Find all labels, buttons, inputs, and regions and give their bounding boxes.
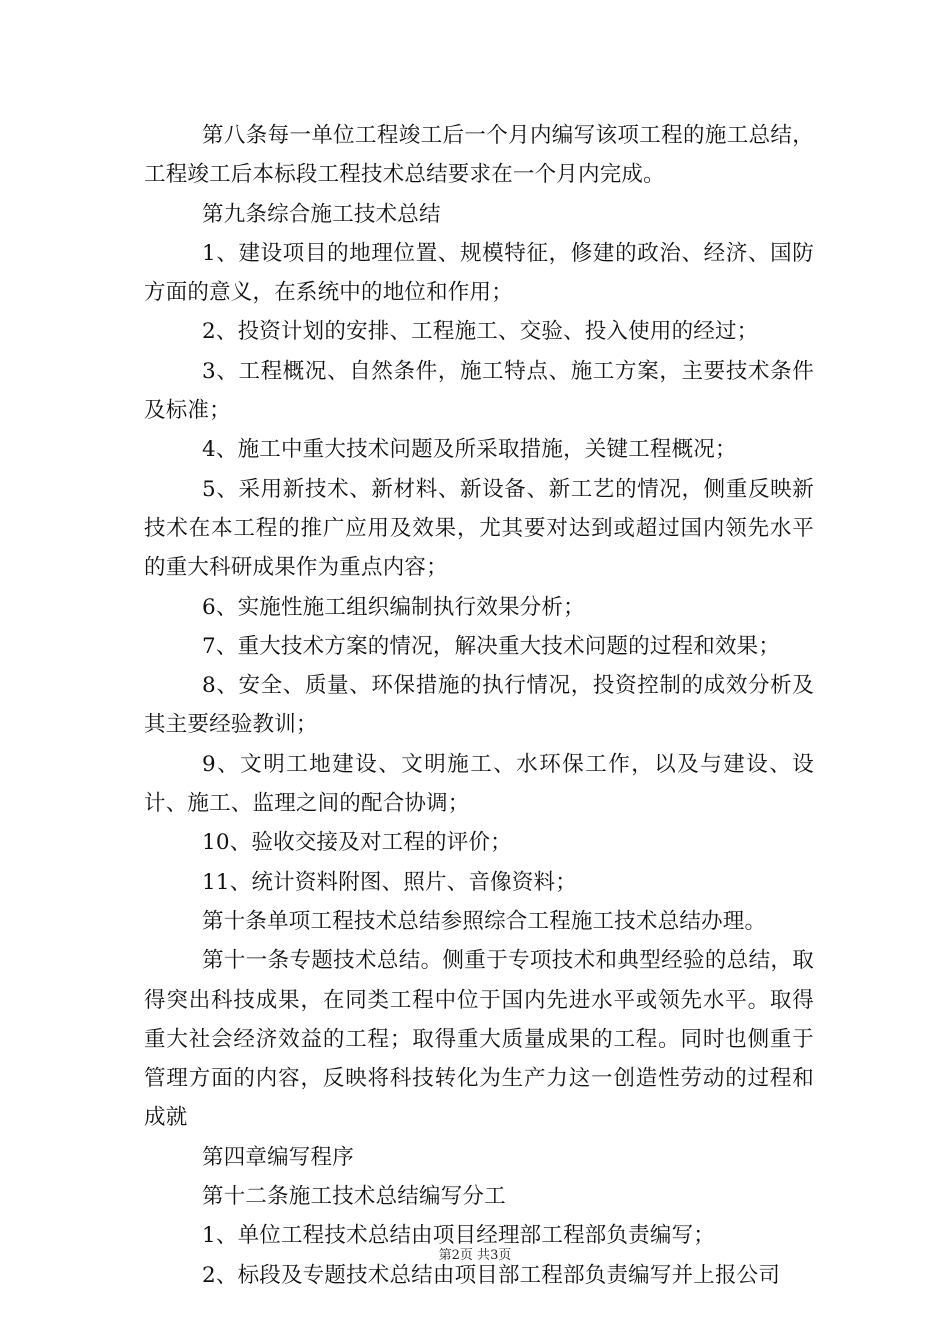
division-item-1: 1、单位工程技术总结由项目经理部工程部负责编写；	[202, 1223, 715, 1249]
list-item-3: 3、工程概况、自然条件，施工特点、施工方案，主要技术条件及标准；	[144, 358, 814, 424]
page-number-footer	[0, 1248, 950, 1264]
list-item-8: 8、安全、质量、环保措施的执行情况，投资控制的成效分析及其主要经验教训；	[144, 673, 814, 738]
list-item-6: 6、实施性施工组织编制执行效果分析；	[202, 594, 585, 620]
footer-suffix: 页	[498, 1248, 512, 1263]
list-item-5: 5、采用新技术、新材料、新设备、新工艺的情况，侧重反映新技术在本工程的推广应用及效果，尤其要对达到或超过国内领先水平的重大科研成果作为重点内容；	[144, 476, 814, 581]
paragraph-article-8: 第八条每一单位工程竣工后一个月内编写该项工程的施工总结，工程竣工后本标段工程技术总结要求在一个月内完成。	[144, 123, 814, 188]
paragraph-article-9-heading: 第九条综合施工技术总结	[202, 201, 441, 227]
division-item-2: 2、标段及专题技术总结由项目部工程部负责编写并上报公司	[202, 1262, 781, 1288]
list-item-11: 11、统计资料附图、照片、音像资料；	[202, 869, 577, 895]
footer-prefix: 第	[438, 1248, 452, 1263]
footer-current-page: 2	[451, 1248, 460, 1263]
list-item-9: 9、文明工地建设、文明施工、水环保工作，以及与建设、设计、施工、监理之间的配合协调；	[144, 751, 814, 817]
paragraph-article-11: 第十一条专题技术总结。侧重于专项技术和典型经验的总结，取得突出科技成果，在同类工程中位于国内先进水平或领先水平。取得重大社会经济效益的工程；取得重大质量成果的工程。同时也侧重于管理方面的内容，反映将科技转化为生产力这一创造性劳动的过程和成就	[144, 948, 814, 1131]
list-item-1: 1、建设项目的地理位置、规模特征，修建的政治、经济、国防方面的意义，在系统中的地位和作用；	[144, 240, 814, 306]
footer-middle: 页 共	[459, 1248, 491, 1263]
paragraph-article-10: 第十条单项工程技术总结参照综合工程施工技术总结办理。	[202, 908, 767, 934]
list-item-4: 4、施工中重大技术问题及所采取措施，关键工程概况；	[202, 437, 737, 463]
footer-total-pages: 3	[490, 1248, 499, 1263]
document-body	[144, 116, 814, 1295]
list-item-7: 7、重大技术方案的情况，解决重大技术问题的过程和效果；	[202, 633, 781, 659]
paragraph-article-12-heading: 第十二条施工技术总结编写分工	[202, 1184, 506, 1210]
list-item-10: 10、验收交接及对工程的评价；	[202, 830, 512, 856]
chapter-4-heading: 第四章编写程序	[202, 1144, 354, 1170]
list-item-2: 2、投资计划的安排、工程施工、交验、投入使用的经过；	[202, 319, 759, 345]
